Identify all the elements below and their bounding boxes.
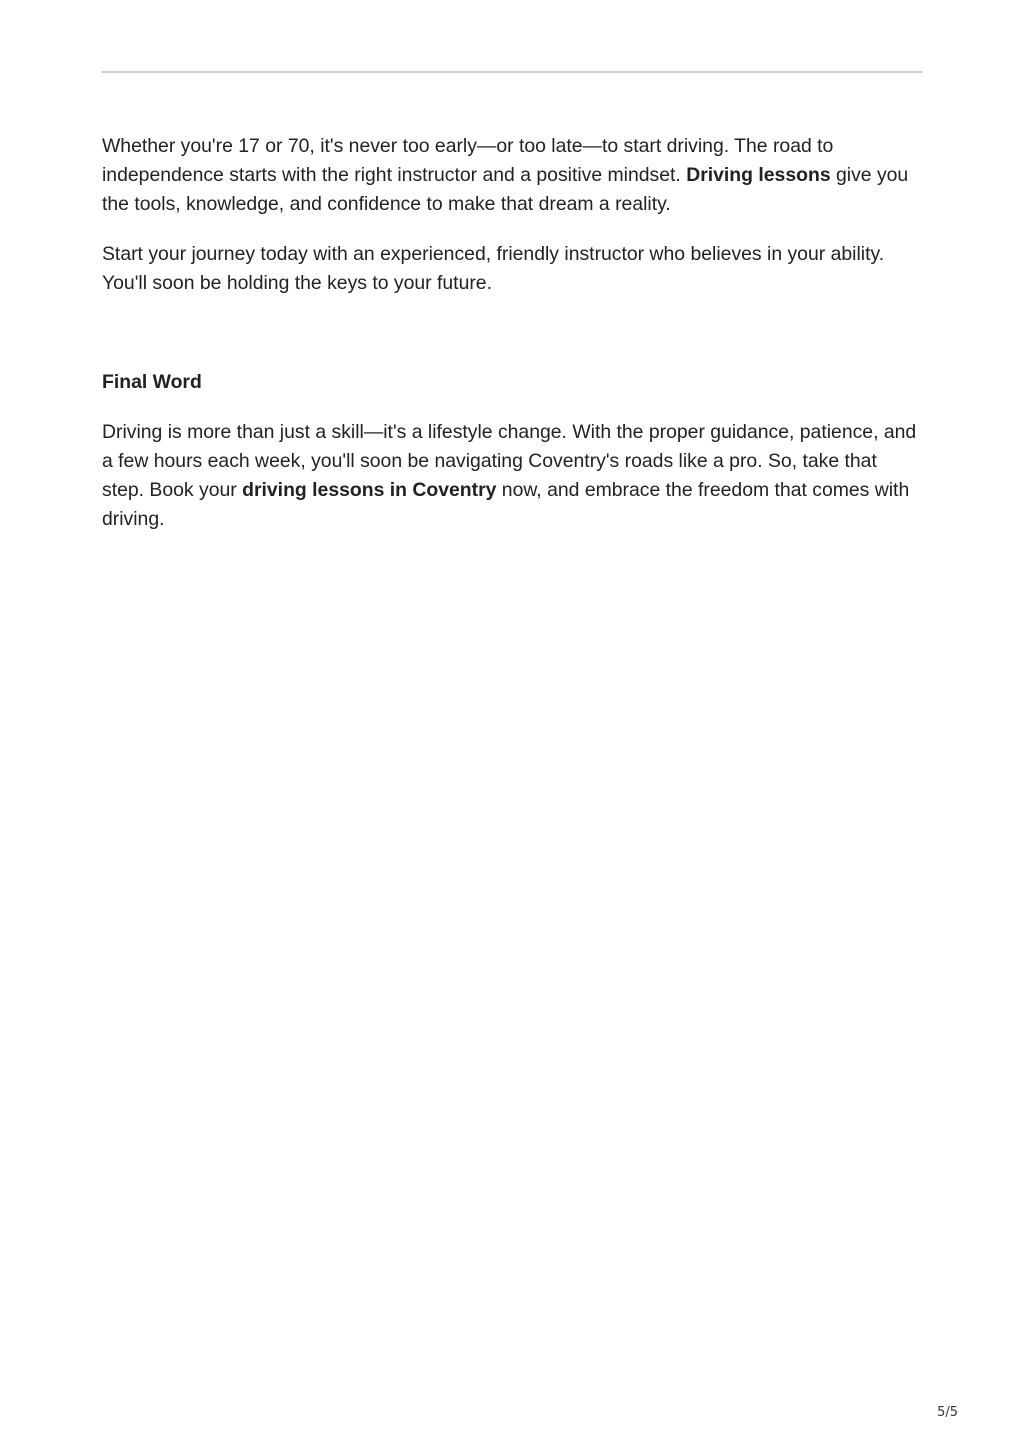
article-body [102,132,924,534]
paragraph-text: now, and embrace the freedom that comes with driving. [102,479,910,530]
paragraph-text: Driving is more than just a skill—it's a lifestyle change. With the proper guidance, patience, and a few hours each week, you'll soon be navigating Coventry's roads like a pro. So, take that step. Book your [102,421,917,501]
paragraph-final-word [102,418,924,534]
bold-keyword: Driving lessons [686,164,831,186]
page-number: 5/5 [937,1405,958,1420]
paragraph-start-journey: Start your journey today with an experienced, friendly instructor who believes in your ability. You'll soon be holding the keys to your future. [102,243,885,294]
bold-keyword: driving lessons in Coventry [242,479,497,501]
paragraph-independence [102,132,924,219]
section-heading-final-word: Final Word [102,371,202,393]
horizontal-divider [102,71,922,73]
paragraph-text: Whether you're 17 or 70, it's never too early—or too late—to start driving. The road to independence starts with the right instructor and a positive mindset. [102,135,834,186]
paragraph-text: give you the tools, knowledge, and confidence to make that dream a reality. [102,164,909,215]
